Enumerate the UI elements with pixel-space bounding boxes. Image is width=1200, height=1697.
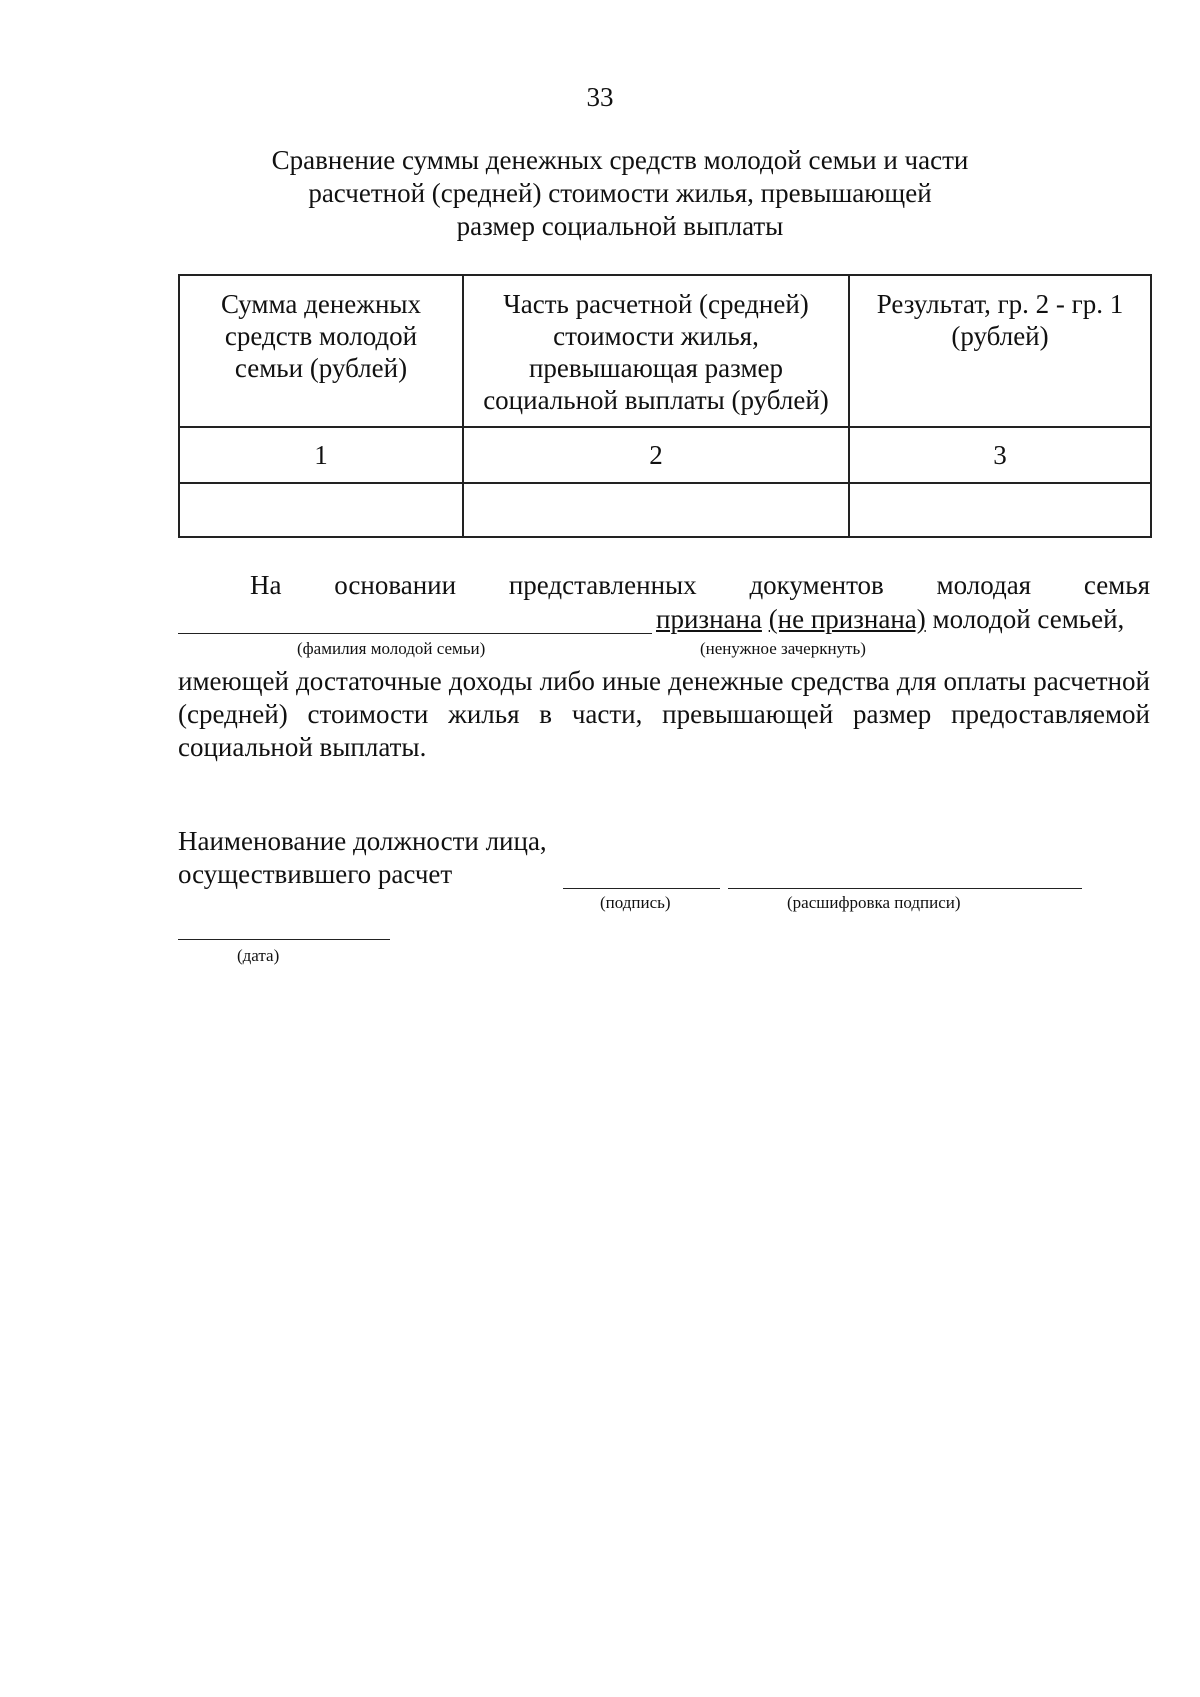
signature-field[interactable]	[563, 864, 720, 889]
family-funds-cell[interactable]	[179, 483, 463, 537]
column-number: 2	[463, 427, 849, 483]
status-suffix: молодой семьей,	[932, 604, 1125, 634]
table-data-row	[179, 483, 1151, 537]
statement-word: семья	[1083, 570, 1150, 600]
page-number: 33	[586, 82, 614, 112]
statement-first-line	[178, 570, 1150, 601]
table-header-row	[179, 275, 1151, 427]
strike-out-hint: (ненужное зачеркнуть)	[700, 639, 866, 658]
column-number-row	[179, 427, 1151, 483]
option-not-recognized[interactable]: (не признана)	[768, 604, 926, 634]
statement-word: молодая	[936, 570, 1032, 600]
statement-word: документов	[749, 570, 884, 600]
comparison-table	[178, 274, 1152, 538]
result-cell[interactable]	[849, 483, 1151, 537]
title-line: расчетной (средней) стоимости жилья, превышающей	[308, 178, 932, 208]
document-title	[240, 144, 1000, 243]
title-line: размер социальной выплаты	[456, 211, 784, 241]
header-housing-cost-part: Часть расчетной (средней) стоимости жилья, превышающая размер социальной выплаты (рублей)	[463, 275, 849, 427]
statement-word: представленных	[508, 570, 697, 600]
header-family-funds: Сумма денежных средств молодой семьи (рублей)	[179, 275, 463, 427]
family-name-field[interactable]	[178, 603, 652, 634]
option-recognized[interactable]: признана	[656, 604, 762, 634]
signature-decoding-field[interactable]	[728, 864, 1082, 889]
family-name-hint: (фамилия молодой семьи)	[297, 639, 486, 658]
recognition-status	[656, 603, 1124, 635]
column-number: 3	[849, 427, 1151, 483]
housing-cost-part-cell[interactable]	[463, 483, 849, 537]
statement-word: основании	[334, 570, 457, 600]
statement-paragraph: имеющей достаточные доходы либо иные денежные средства для оплаты расчетной (средней) стоимости жилья в части, превышающей размер предоставляемой социальной выплаты.	[178, 666, 1150, 762]
column-number: 1	[179, 427, 463, 483]
position-title-label: Наименование должности лица, осуществившего расчет	[178, 826, 547, 889]
date-hint: (дата)	[237, 946, 280, 965]
signature-decoding-hint: (расшифровка подписи)	[787, 893, 961, 912]
date-field[interactable]	[178, 919, 390, 940]
title-line: Сравнение суммы денежных средств молодой семьи и части	[271, 145, 969, 175]
signature-hint: (подпись)	[600, 893, 671, 912]
header-result: Результат, гр. 2 - гр. 1 (рублей)	[849, 275, 1151, 427]
statement-word: На	[250, 570, 282, 600]
